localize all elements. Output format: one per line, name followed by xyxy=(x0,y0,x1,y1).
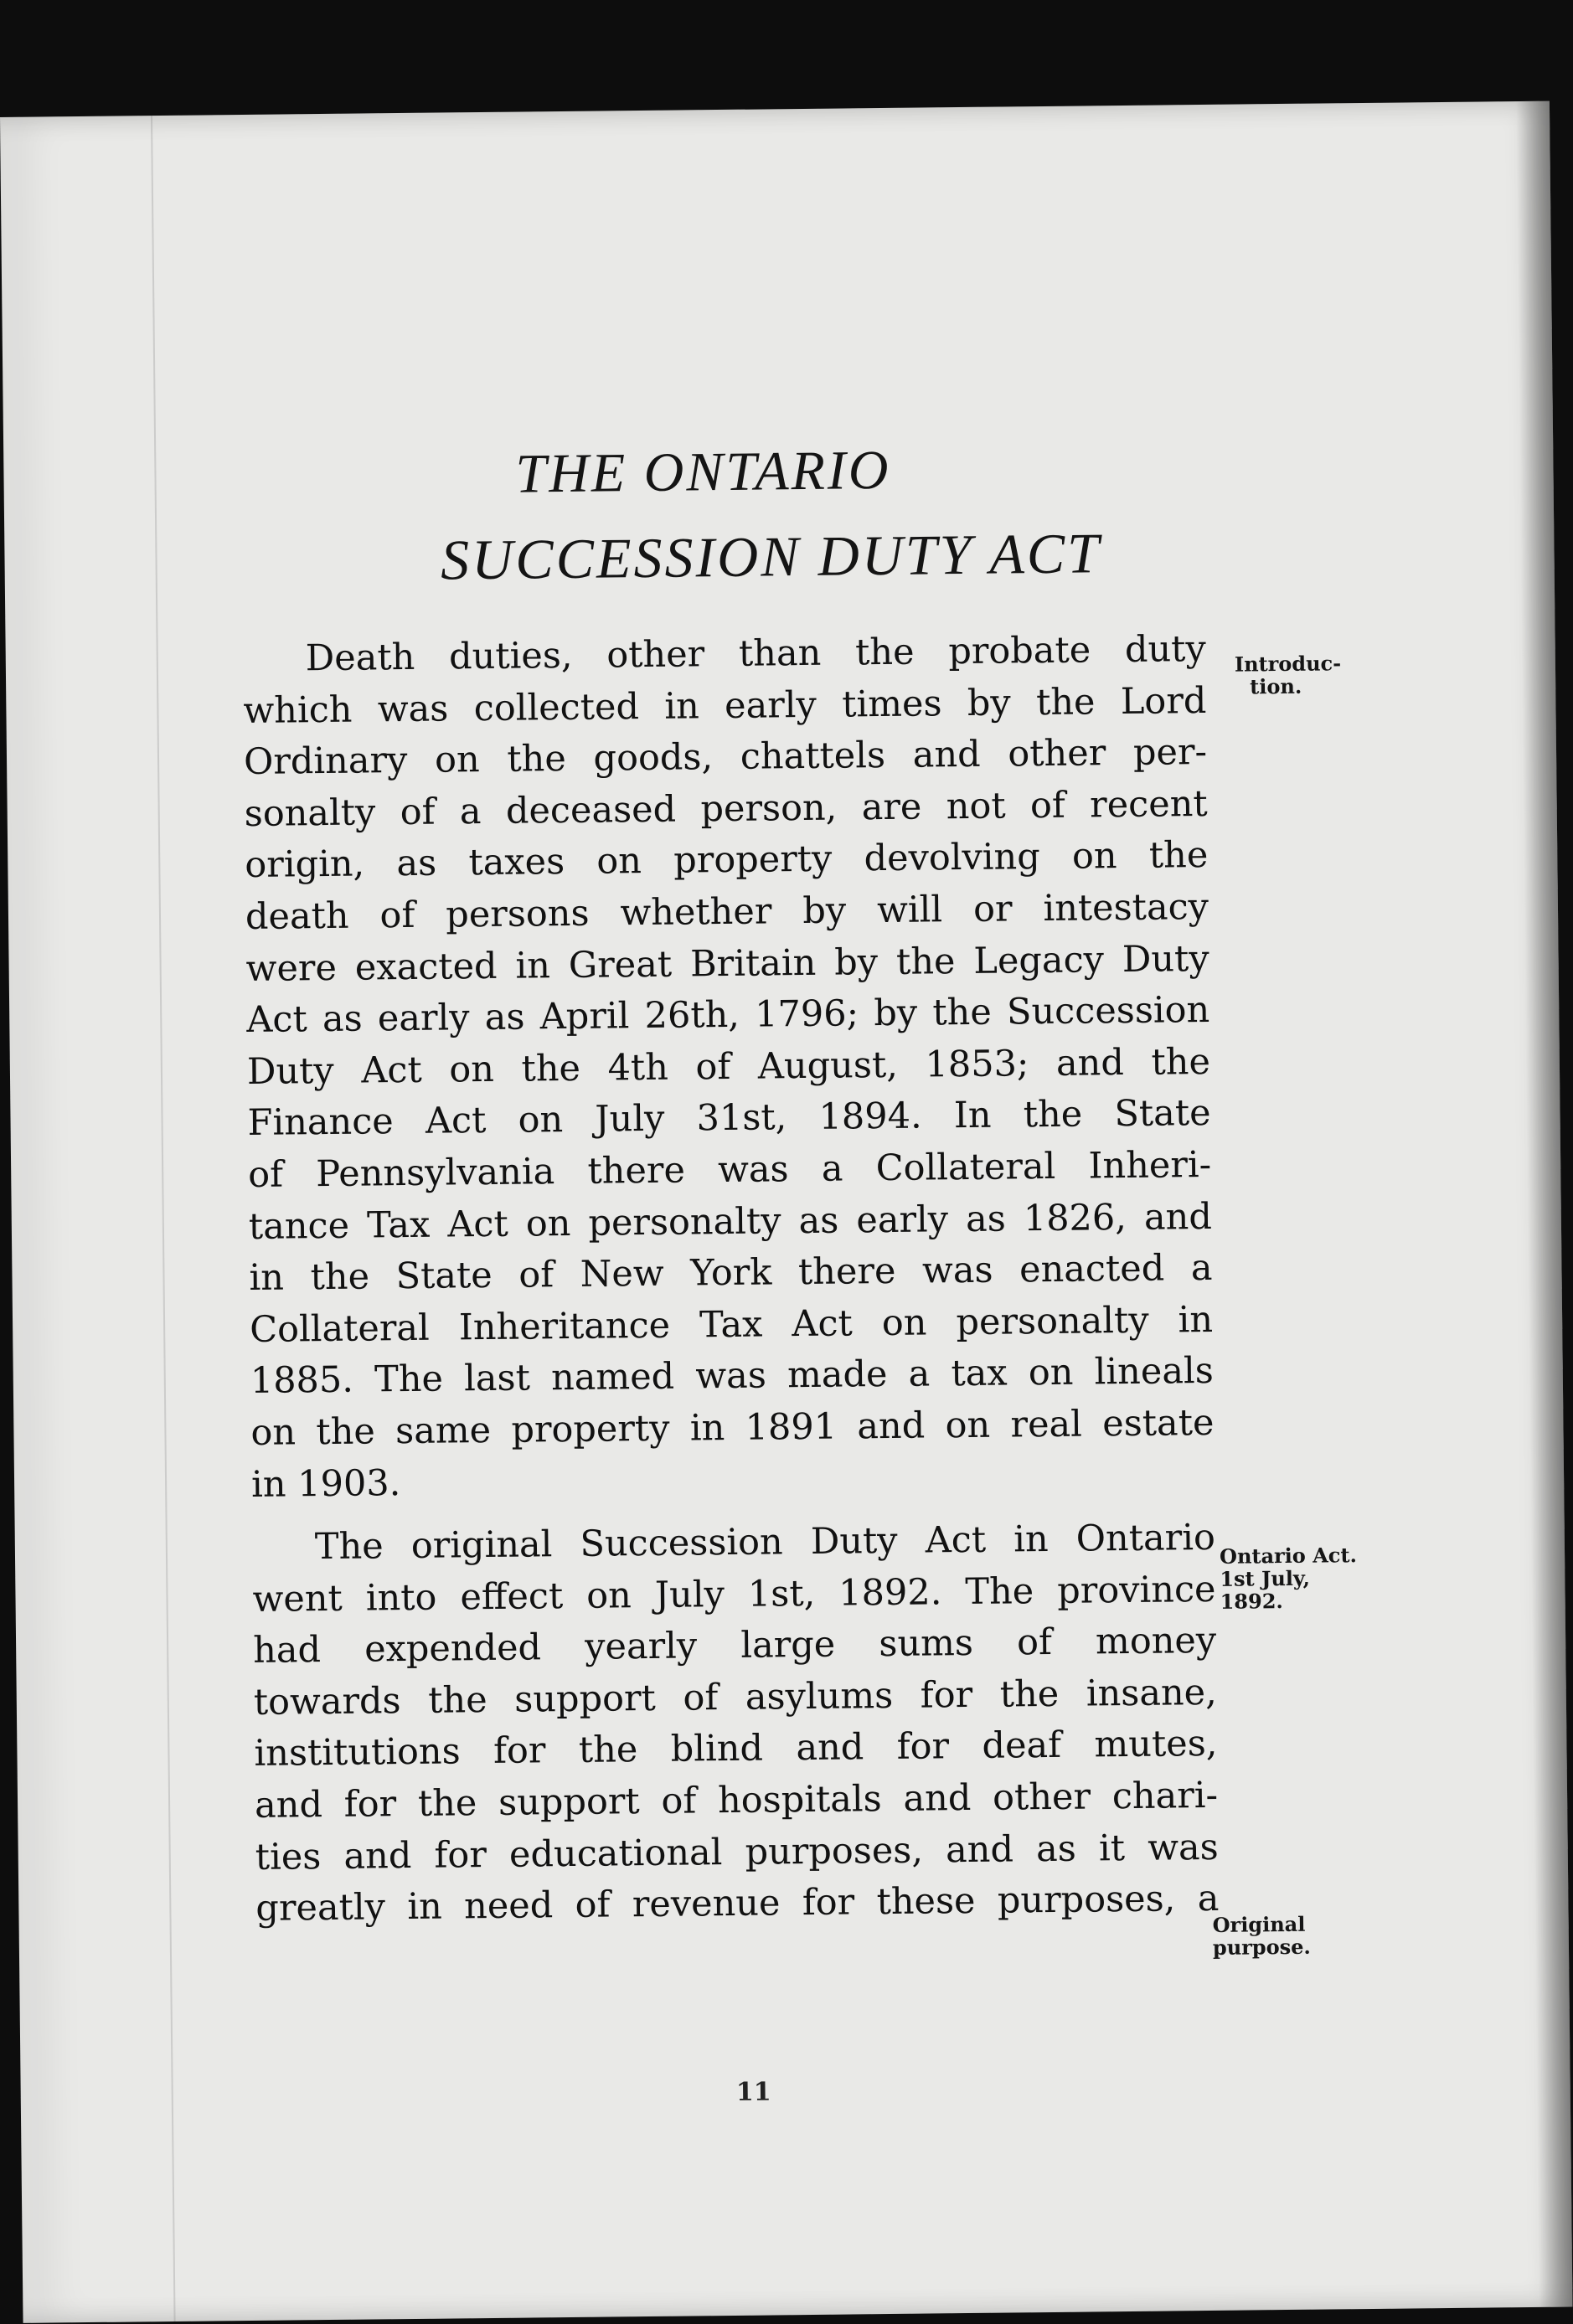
margin-note-line: 1892. xyxy=(1220,1589,1283,1614)
text-line: in 1903. xyxy=(250,1461,401,1506)
text-line: of Pennsylvania there was a Collateral Inheri- xyxy=(247,1143,1212,1196)
text-line: on the same property in 1891 and on real estate xyxy=(250,1401,1215,1454)
text-line: in the State of New York there was enacted a xyxy=(249,1247,1213,1300)
text-line: Death duties, other than the probate duty xyxy=(305,627,1206,680)
text-line: ties and for educational purposes, and as it was xyxy=(255,1826,1219,1878)
margin-note-line: Introduc- xyxy=(1234,651,1342,677)
text-line: Collateral Inheritance Tax Act on personalty in xyxy=(249,1298,1214,1351)
text-line: The original Succession Duty Act in Ontario xyxy=(314,1516,1216,1569)
text-line: origin, as taxes on property devolving on the xyxy=(245,834,1209,887)
text-line: tance Tax Act on personalty as early as 1826, and xyxy=(248,1195,1213,1248)
text-line: Finance Act on July 31st, 1894. In the State xyxy=(247,1092,1211,1145)
paragraph-1 xyxy=(242,624,1215,1511)
title-line-1: THE ONTARIO xyxy=(515,439,891,505)
page-edge-shadow xyxy=(1516,101,1573,2307)
text-line: towards the support of asylums for the insane, xyxy=(253,1671,1218,1724)
text-line: were exacted in Great Britain by the Legacy Duty xyxy=(245,937,1209,990)
text-line: greatly in need of revenue for these purposes, a xyxy=(255,1878,1220,1930)
margin-note-line: Original xyxy=(1212,1911,1306,1937)
text-line: Act as early as April 26th, 1796; by the Succession xyxy=(246,989,1210,1042)
margin-note-line: purpose. xyxy=(1212,1934,1311,1960)
paragraph-2 xyxy=(252,1512,1220,1935)
body-text xyxy=(242,624,1219,1935)
margin-note-introduction xyxy=(1235,652,1342,698)
text-line: sonalty of a deceased person, are not of recent xyxy=(244,782,1208,835)
title-line-2: SUCCESSION DUTY ACT xyxy=(440,521,1102,592)
margin-note-line: Ontario Act. xyxy=(1219,1543,1358,1569)
margin-note-ontario-act xyxy=(1220,1543,1358,1613)
text-line: had expended yearly large sums of money xyxy=(252,1620,1217,1672)
margin-note-original-purpose xyxy=(1213,1913,1311,1959)
text-line: institutions for the blind and for deaf mutes, xyxy=(254,1723,1218,1775)
text-line: and for the support of hospitals and other chari- xyxy=(254,1774,1219,1827)
margin-note-line: tion. xyxy=(1250,673,1302,699)
text-line: 1885. The last named was made a tax on lineals xyxy=(250,1350,1215,1403)
text-line: death of persons whether by will or intestacy xyxy=(245,885,1209,938)
margin-note-line: 1st July, xyxy=(1220,1565,1311,1591)
book-page xyxy=(0,101,1572,2323)
page-number: 11 xyxy=(735,2077,771,2107)
text-line: Ordinary on the goods, chattels and other per- xyxy=(243,731,1208,784)
text-line: went into effect on July 1st, 1892. The province xyxy=(252,1568,1216,1621)
text-line: which was collected in early times by the Lord xyxy=(243,679,1207,732)
text-line: Duty Act on the 4th of August, 1853; and the xyxy=(246,1040,1211,1093)
